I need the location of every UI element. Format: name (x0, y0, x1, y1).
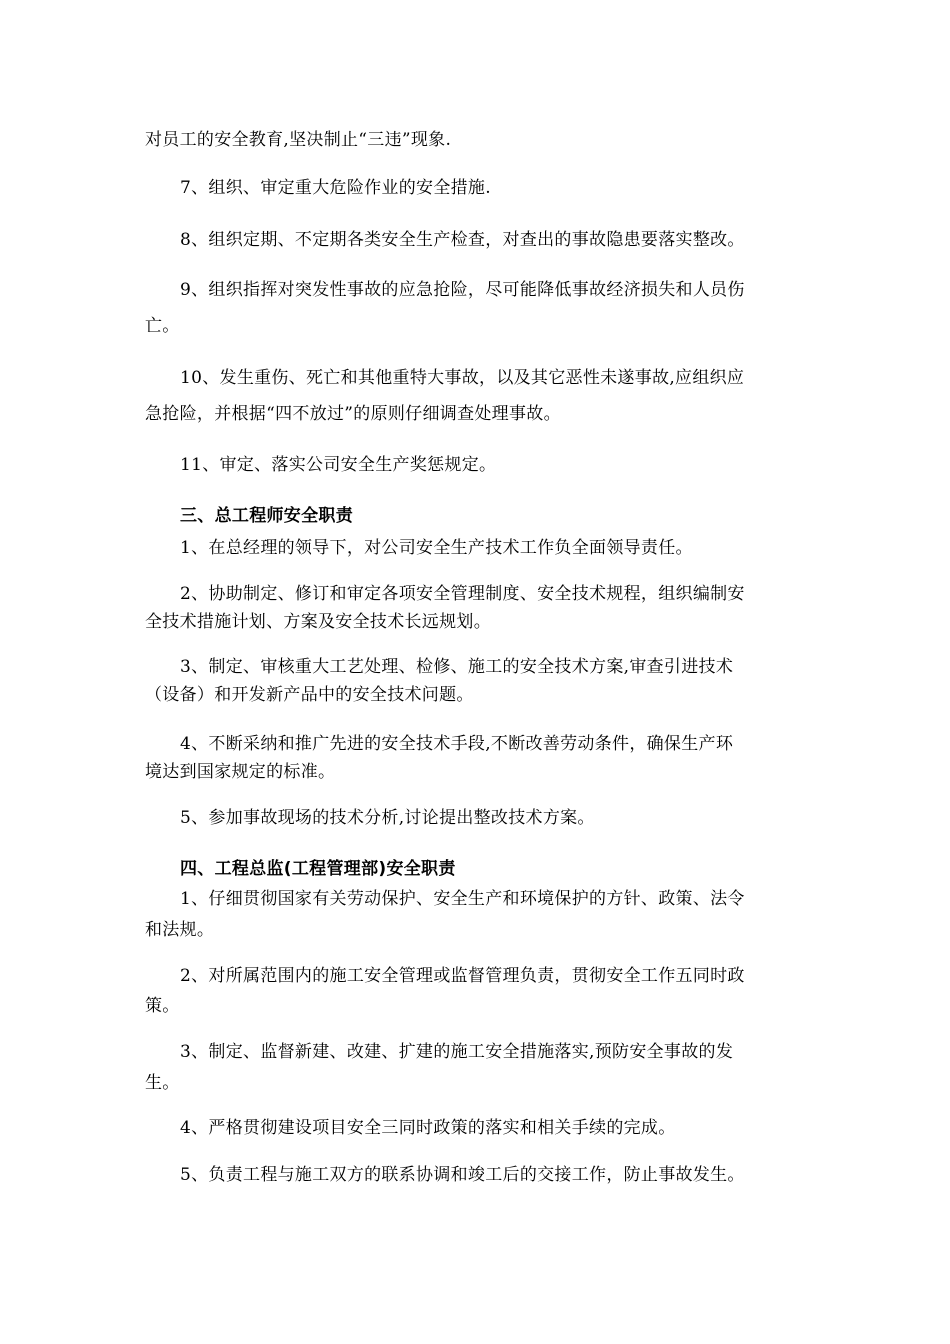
paragraph-line: 11、审定、落实公司安全生产奖惩规定。 (180, 455, 497, 475)
paragraph-line: 和法规。 (145, 920, 215, 940)
paragraph-line: 3、制定、审核重大工艺处理、检修、施工的安全技术方案,审查引进技术 (180, 657, 734, 677)
paragraph-line: 7、组织、审定重大危险作业的安全措施. (180, 178, 491, 198)
paragraph-line: 亡。 (145, 316, 180, 336)
paragraph-line: 5、参加事故现场的技术分析,讨论提出整改技术方案。 (180, 808, 595, 828)
paragraph-line: 急抢险，并根据“四不放过”的原则仔细调查处理事故。 (145, 404, 561, 424)
paragraph-line: 1、在总经理的领导下，对公司安全生产技术工作负全面领导责任。 (180, 538, 693, 558)
paragraph-line: 生。 (145, 1073, 180, 1093)
paragraph-line: 2、协助制定、修订和审定各项安全管理制度、安全技术规程，组织编制安 (180, 584, 745, 604)
paragraph-line: 4、不断采纳和推广先进的安全技术手段,不断改善劳动条件，确保生产环 (180, 734, 734, 754)
paragraph-line: 策。 (145, 996, 180, 1016)
paragraph-line: 9、组织指挥对突发性事故的应急抢险，尽可能降低事故经济损失和人员伤 (180, 280, 745, 300)
paragraph-line: 2、对所属范围内的施工安全管理或监督管理负责，贯彻安全工作五同时政 (180, 966, 745, 986)
paragraph-line: 10、发生重伤、死亡和其他重特大事故，以及其它恶性未遂事故,应组织应 (180, 368, 745, 388)
section-heading: 四、工程总监(工程管理部)安全职责 (180, 859, 456, 879)
paragraph-line: 境达到国家规定的标准。 (145, 762, 336, 782)
paragraph-line: 4、严格贯彻建设项目安全三同时政策的落实和相关手续的完成。 (180, 1118, 676, 1138)
paragraph-line: 1、仔细贯彻国家有关劳动保护、安全生产和环境保护的方针、政策、法令 (180, 889, 745, 909)
paragraph-line: 3、制定、监督新建、改建、扩建的施工安全措施落实,预防安全事故的发 (180, 1042, 734, 1062)
paragraph-line: 5、负责工程与施工双方的联系协调和竣工后的交接工作，防止事故发生。 (180, 1165, 745, 1185)
paragraph-line: 全技术措施计划、方案及安全技术长远规划。 (145, 612, 491, 632)
section-heading: 三、总工程师安全职责 (180, 506, 353, 526)
paragraph-line: （设备）和开发新产品中的安全技术问题。 (145, 685, 474, 705)
paragraph-line: 8、组织定期、不定期各类安全生产检查，对查出的事故隐患要落实整改。 (180, 230, 745, 250)
paragraph-line: 对员工的安全教育,坚决制止“三违”现象. (145, 130, 452, 150)
